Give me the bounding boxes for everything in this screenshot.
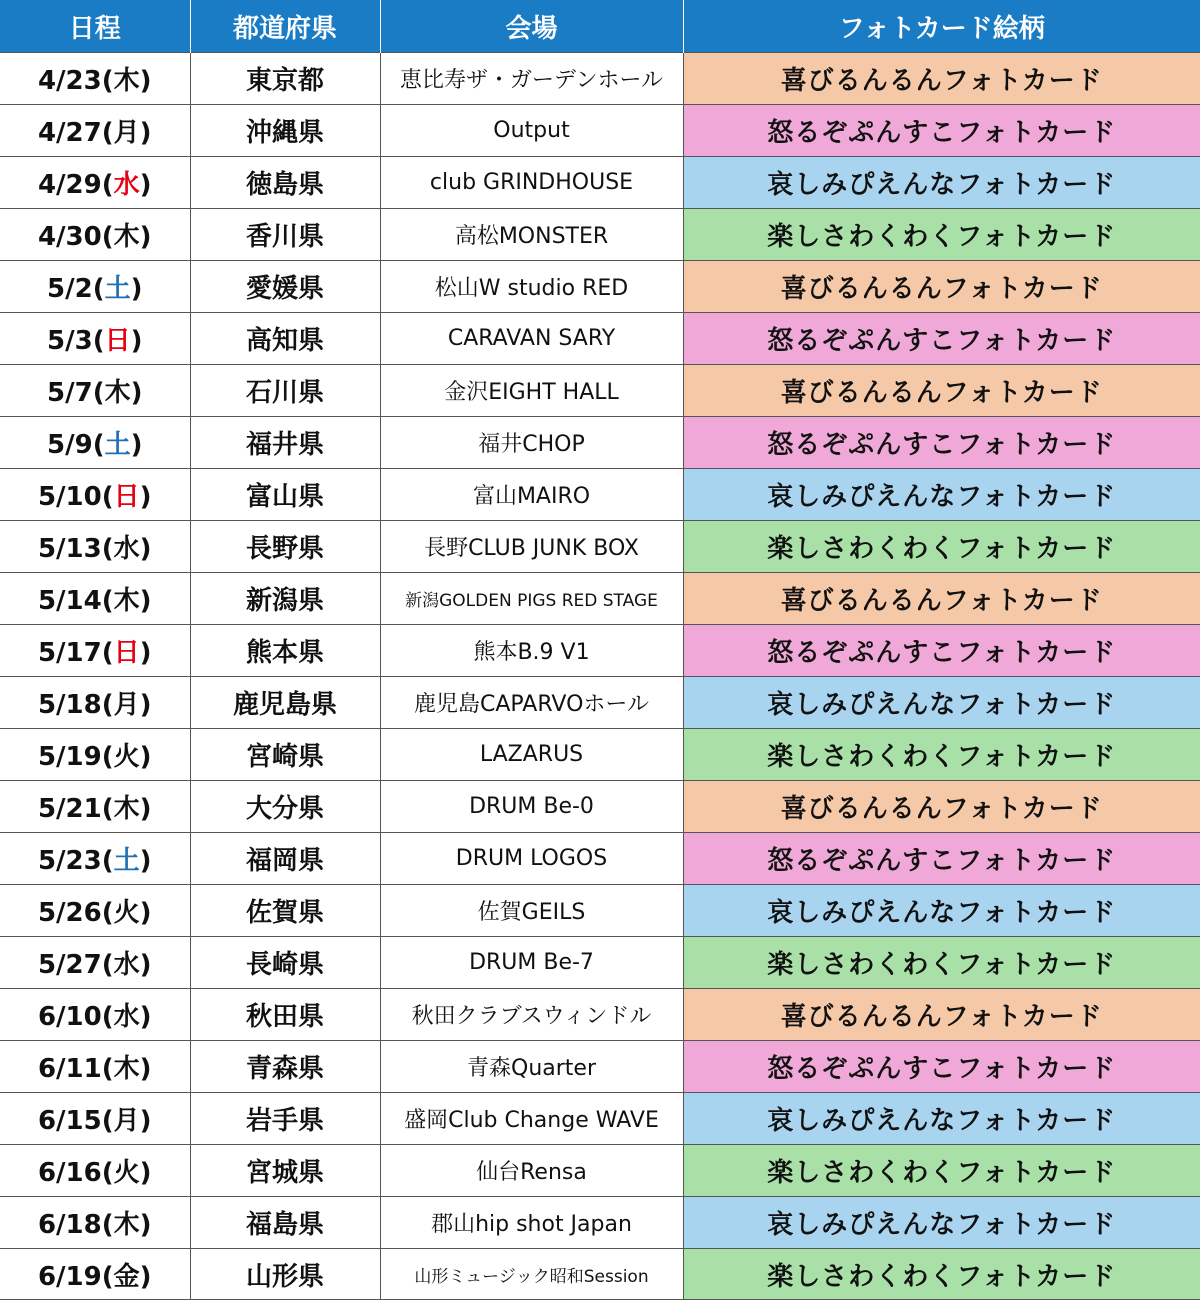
weekday-close-paren: ): [139, 482, 152, 512]
photocard-cell: 楽しさわくわくフォトカード: [683, 937, 1200, 989]
date-cell: [0, 313, 190, 365]
venue-cell: 高松MONSTER: [380, 209, 683, 261]
date-cell: [0, 417, 190, 469]
photocard-cell: 楽しさわくわくフォトカード: [683, 1145, 1200, 1197]
prefecture-cell: 長野県: [190, 521, 380, 573]
weekday-open-paren: (: [101, 1210, 114, 1240]
photocard-cell: 楽しさわくわくフォトカード: [683, 1249, 1200, 1300]
date-text: 5/26: [37, 898, 102, 928]
weekday-close-paren: ): [139, 1054, 152, 1084]
weekday-close-paren: ): [139, 950, 152, 980]
prefecture-cell: 富山県: [190, 469, 380, 521]
table-header-row: [0, 0, 1200, 53]
venue-cell: 熊本B.9 V1: [380, 625, 683, 677]
prefecture-cell: 熊本県: [190, 625, 380, 677]
photocard-cell: 怒るぞぷんすこフォトカード: [683, 105, 1200, 157]
date-cell: [0, 989, 190, 1041]
weekday-open-paren: (: [92, 430, 105, 460]
weekday-text: 木: [104, 378, 131, 408]
weekday-open-paren: (: [101, 534, 114, 564]
date-text: 5/9: [47, 430, 93, 460]
prefecture-cell: 沖縄県: [190, 105, 380, 157]
table-row: [0, 261, 1200, 313]
weekday-open-paren: (: [101, 1158, 114, 1188]
date-cell: [0, 209, 190, 261]
date-cell: [0, 105, 190, 157]
date-text: 5/19: [37, 742, 102, 772]
weekday-open-paren: (: [101, 898, 114, 928]
weekday-text: 月: [113, 1106, 140, 1136]
weekday-close-paren: ): [139, 1210, 152, 1240]
weekday-close-paren: ): [139, 534, 152, 564]
date-cell: [0, 1197, 190, 1249]
venue-cell: DRUM LOGOS: [380, 833, 683, 885]
table-row: [0, 1145, 1200, 1197]
prefecture-cell: 宮城県: [190, 1145, 380, 1197]
date-text: 5/2: [47, 274, 93, 304]
prefecture-cell: 岩手県: [190, 1093, 380, 1145]
table-row: [0, 677, 1200, 729]
table-row: [0, 1249, 1200, 1300]
weekday-close-paren: ): [130, 378, 143, 408]
prefecture-cell: 愛媛県: [190, 261, 380, 313]
date-text: 5/3: [47, 326, 93, 356]
photocard-cell: 喜びるんるんフォトカード: [683, 261, 1200, 313]
venue-cell: DRUM Be-7: [380, 937, 683, 989]
table-row: [0, 157, 1200, 209]
weekday-text: 水: [113, 950, 140, 980]
prefecture-cell: 長崎県: [190, 937, 380, 989]
weekday-text: 火: [113, 1158, 140, 1188]
weekday-text: 火: [113, 898, 140, 928]
date-cell: [0, 53, 190, 105]
venue-cell: LAZARUS: [380, 729, 683, 781]
date-cell: [0, 261, 190, 313]
weekday-close-paren: ): [139, 1106, 152, 1136]
venue-cell: 仙台Rensa: [380, 1145, 683, 1197]
table-row: [0, 313, 1200, 365]
photocard-cell: 喜びるんるんフォトカード: [683, 573, 1200, 625]
header-photocard: フォトカード絵柄: [683, 0, 1200, 53]
photocard-cell: 哀しみぴえんなフォトカード: [683, 885, 1200, 937]
weekday-close-paren: ): [139, 1261, 152, 1292]
table-row: [0, 1197, 1200, 1249]
weekday-close-paren: ): [139, 898, 152, 928]
venue-cell: 秋田クラブスウィンドル: [380, 989, 683, 1041]
venue-cell: 金沢EIGHT HALL: [380, 365, 683, 417]
venue-cell: CARAVAN SARY: [380, 313, 683, 365]
prefecture-cell: 石川県: [190, 365, 380, 417]
weekday-text: 日: [113, 638, 140, 668]
prefecture-cell: 福島県: [190, 1197, 380, 1249]
date-cell: [0, 885, 190, 937]
prefecture-cell: 宮崎県: [190, 729, 380, 781]
date-text: 5/27: [37, 950, 102, 980]
weekday-open-paren: (: [92, 378, 105, 408]
date-text: 5/21: [37, 794, 102, 824]
table-row: [0, 1041, 1200, 1093]
date-cell: [0, 1145, 190, 1197]
date-text: 4/30: [37, 222, 102, 252]
weekday-text: 木: [113, 1054, 140, 1084]
date-cell: [0, 781, 190, 833]
venue-cell: 鹿児島CAPARVOホール: [380, 677, 683, 729]
venue-cell: 松山W studio RED: [380, 261, 683, 313]
venue-cell: 長野CLUB JUNK BOX: [380, 521, 683, 573]
photocard-cell: 喜びるんるんフォトカード: [683, 365, 1200, 417]
prefecture-cell: 青森県: [190, 1041, 380, 1093]
prefecture-cell: 大分県: [190, 781, 380, 833]
date-text: 5/7: [47, 378, 93, 408]
table-row: [0, 625, 1200, 677]
weekday-text: 土: [113, 846, 140, 876]
weekday-text: 日: [113, 482, 140, 512]
date-cell: [0, 729, 190, 781]
date-cell: [0, 1041, 190, 1093]
weekday-open-paren: (: [101, 222, 114, 252]
photocard-cell: 哀しみぴえんなフォトカード: [683, 1093, 1200, 1145]
photocard-cell: 哀しみぴえんなフォトカード: [683, 157, 1200, 209]
venue-cell: 郡山hip shot Japan: [380, 1197, 683, 1249]
date-cell: [0, 1249, 190, 1300]
weekday-text: 土: [104, 430, 131, 460]
prefecture-cell: 香川県: [190, 209, 380, 261]
photocard-cell: 怒るぞぷんすこフォトカード: [683, 417, 1200, 469]
venue-cell: 富山MAIRO: [380, 469, 683, 521]
weekday-close-paren: ): [139, 222, 152, 252]
prefecture-cell: 高知県: [190, 313, 380, 365]
venue-cell: 新潟GOLDEN PIGS RED STAGE: [380, 573, 683, 625]
prefecture-cell: 秋田県: [190, 989, 380, 1041]
venue-cell: 青森Quarter: [380, 1041, 683, 1093]
photocard-cell: 哀しみぴえんなフォトカード: [683, 677, 1200, 729]
venue-cell: club GRINDHOUSE: [380, 157, 683, 209]
date-text: 5/13: [37, 534, 102, 564]
weekday-close-paren: ): [130, 430, 143, 460]
date-text: 6/15: [37, 1106, 102, 1136]
header-venue: 会場: [380, 0, 683, 53]
weekday-open-paren: (: [101, 1002, 114, 1032]
table-row: [0, 469, 1200, 521]
weekday-text: 水: [113, 534, 140, 564]
table-row: [0, 573, 1200, 625]
date-cell: [0, 937, 190, 989]
weekday-open-paren: (: [92, 326, 105, 356]
date-cell: [0, 625, 190, 677]
weekday-text: 木: [113, 222, 140, 252]
venue-cell: 福井CHOP: [380, 417, 683, 469]
weekday-close-paren: ): [139, 1158, 152, 1188]
weekday-close-paren: ): [139, 638, 152, 668]
date-text: 6/18: [37, 1210, 102, 1240]
venue-cell: 恵比寿ザ・ガーデンホール: [380, 53, 683, 105]
weekday-text: 土: [104, 274, 131, 304]
prefecture-cell: 佐賀県: [190, 885, 380, 937]
weekday-open-paren: (: [101, 1106, 114, 1136]
weekday-open-paren: (: [101, 586, 114, 616]
date-cell: [0, 469, 190, 521]
weekday-text: 木: [113, 794, 140, 824]
date-text: 5/23: [37, 846, 102, 876]
weekday-close-paren: ): [139, 118, 152, 148]
weekday-open-paren: (: [101, 1054, 114, 1084]
photocard-cell: 怒るぞぷんすこフォトカード: [683, 833, 1200, 885]
weekday-close-paren: ): [130, 326, 143, 356]
date-cell: [0, 677, 190, 729]
header-prefecture: 都道府県: [190, 0, 380, 53]
date-text: 6/16: [37, 1158, 102, 1188]
date-text: 6/19: [37, 1261, 102, 1292]
date-text: 6/11: [37, 1054, 102, 1084]
table-row: [0, 885, 1200, 937]
date-text: 5/14: [37, 586, 102, 616]
photocard-cell: 楽しさわくわくフォトカード: [683, 209, 1200, 261]
table-row: [0, 209, 1200, 261]
table-row: [0, 365, 1200, 417]
prefecture-cell: 山形県: [190, 1249, 380, 1300]
photocard-cell: 怒るぞぷんすこフォトカード: [683, 625, 1200, 677]
photocard-cell: 楽しさわくわくフォトカード: [683, 729, 1200, 781]
weekday-text: 月: [113, 118, 140, 148]
date-text: 5/17: [37, 638, 102, 668]
weekday-text: 金: [113, 1261, 140, 1292]
table-row: [0, 989, 1200, 1041]
weekday-close-paren: ): [130, 274, 143, 304]
prefecture-cell: 鹿児島県: [190, 677, 380, 729]
date-cell: [0, 365, 190, 417]
prefecture-cell: 福井県: [190, 417, 380, 469]
weekday-open-paren: (: [101, 66, 114, 96]
date-text: 4/29: [37, 170, 102, 200]
weekday-close-paren: ): [139, 846, 152, 876]
venue-cell: 佐賀GEILS: [380, 885, 683, 937]
weekday-close-paren: ): [139, 170, 152, 200]
photocard-cell: 怒るぞぷんすこフォトカード: [683, 1041, 1200, 1093]
table-body: [0, 53, 1200, 1300]
weekday-open-paren: (: [101, 118, 114, 148]
table-row: [0, 521, 1200, 573]
table-row: [0, 781, 1200, 833]
weekday-close-paren: ): [139, 690, 152, 720]
table-row: [0, 729, 1200, 781]
weekday-text: 水: [113, 1002, 140, 1032]
weekday-close-paren: ): [139, 586, 152, 616]
weekday-open-paren: (: [101, 794, 114, 824]
weekday-text: 水: [113, 170, 140, 200]
weekday-open-paren: (: [92, 274, 105, 304]
prefecture-cell: 福岡県: [190, 833, 380, 885]
weekday-text: 日: [104, 326, 131, 356]
weekday-open-paren: (: [101, 846, 114, 876]
weekday-close-paren: ): [139, 1002, 152, 1032]
table-row: [0, 53, 1200, 105]
weekday-close-paren: ): [139, 742, 152, 772]
weekday-open-paren: (: [101, 638, 114, 668]
weekday-open-paren: (: [101, 482, 114, 512]
venue-cell: 山形ミュージック昭和Session: [380, 1249, 683, 1300]
weekday-close-paren: ): [139, 794, 152, 824]
weekday-text: 木: [113, 1210, 140, 1240]
date-text: 5/10: [37, 482, 102, 512]
weekday-open-paren: (: [101, 1261, 114, 1292]
weekday-open-paren: (: [101, 170, 114, 200]
venue-cell: Output: [380, 105, 683, 157]
weekday-open-paren: (: [101, 950, 114, 980]
weekday-text: 火: [113, 742, 140, 772]
venue-cell: DRUM Be-0: [380, 781, 683, 833]
date-cell: [0, 573, 190, 625]
date-cell: [0, 521, 190, 573]
table-row: [0, 937, 1200, 989]
table-row: [0, 417, 1200, 469]
date-cell: [0, 157, 190, 209]
date-text: 6/10: [37, 1002, 102, 1032]
weekday-close-paren: ): [139, 66, 152, 96]
prefecture-cell: 徳島県: [190, 157, 380, 209]
photocard-cell: 怒るぞぷんすこフォトカード: [683, 313, 1200, 365]
date-text: 4/23: [37, 66, 102, 96]
weekday-text: 月: [113, 690, 140, 720]
weekday-open-paren: (: [101, 742, 114, 772]
photocard-cell: 喜びるんるんフォトカード: [683, 989, 1200, 1041]
date-cell: [0, 1093, 190, 1145]
date-text: 5/18: [37, 690, 102, 720]
weekday-open-paren: (: [101, 690, 114, 720]
prefecture-cell: 新潟県: [190, 573, 380, 625]
prefecture-cell: 東京都: [190, 53, 380, 105]
weekday-text: 木: [113, 66, 140, 96]
table-row: [0, 1093, 1200, 1145]
table-row: [0, 833, 1200, 885]
venue-cell: 盛岡Club Change WAVE: [380, 1093, 683, 1145]
photocard-cell: 喜びるんるんフォトカード: [683, 781, 1200, 833]
weekday-text: 木: [113, 586, 140, 616]
photocard-cell: 哀しみぴえんなフォトカード: [683, 1197, 1200, 1249]
table-row: [0, 105, 1200, 157]
photocard-cell: 楽しさわくわくフォトカード: [683, 521, 1200, 573]
photocard-cell: 喜びるんるんフォトカード: [683, 53, 1200, 105]
photocard-cell: 哀しみぴえんなフォトカード: [683, 469, 1200, 521]
date-text: 4/27: [37, 118, 102, 148]
date-cell: [0, 833, 190, 885]
header-date: 日程: [0, 0, 190, 53]
